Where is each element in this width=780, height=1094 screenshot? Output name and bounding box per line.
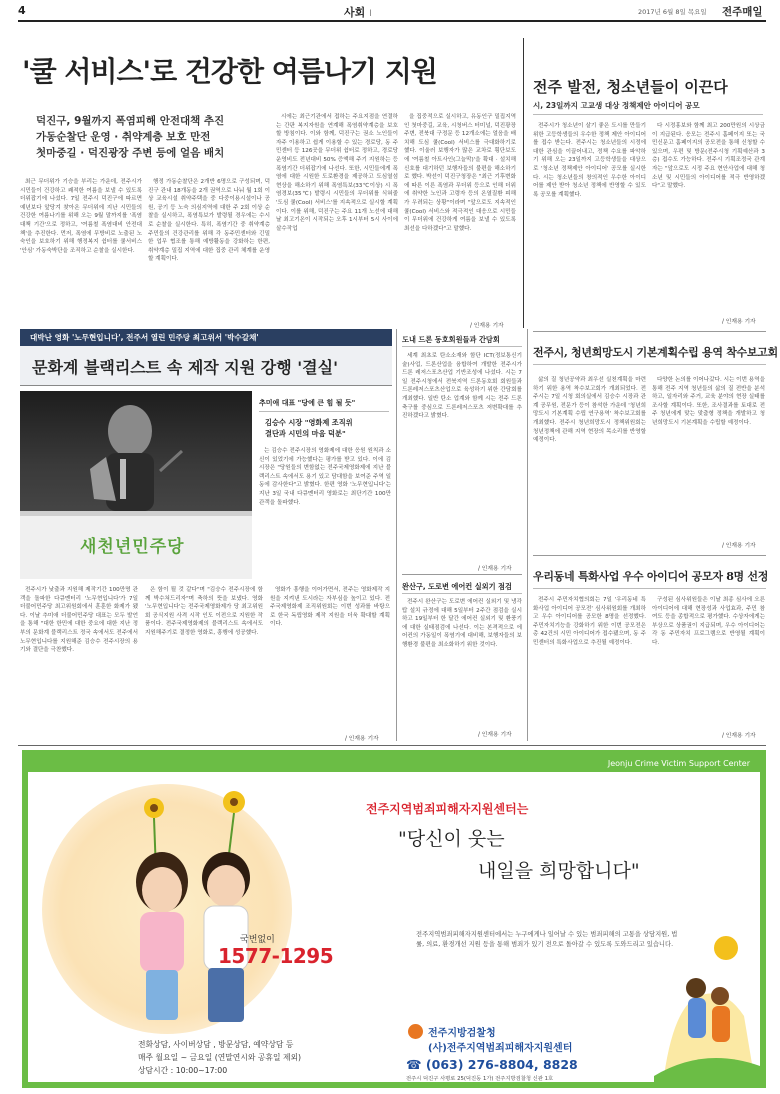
contact-block bbox=[406, 1024, 656, 1088]
services-panel bbox=[138, 1038, 398, 1088]
movie-col1-text: 전주시가 낮출과 지원해 제작기간 100만명 관객을 돌파한 다큐멘터리 '노무현입니다'가 7일 더불어민주당 최고위원회에서 훈훈한 화제가 됐다. 이날 추미애 더불어민주당 대표는 모두 발언을 통해 "대한 한민에 대한 중요에 대한 지난 정부의 문화계 블랙리스트 정국 속에서도 전주에서 노무현입니다를 지원해준 김승수 전주시장의 용기와 결단을 극찬했다. bbox=[20, 587, 138, 654]
section-label bbox=[344, 4, 372, 20]
photo-caption-rule bbox=[259, 411, 389, 412]
center-text-2-p: 전주시 완산구는 도로변 에어컨 실외기 및 냉각탑 설치 규정에 대해 5일부터 2주간 점검을 실시하고 19일부터 한 달간 에어컨 실외기 및 환풍기에 대한 실태점검에 나선다. 이는 본격적으로 에어컨의 가동일이 폭염기에 대비해, 보행자들의 보행환경 불편을 최소화하기 위한 것이다. bbox=[402, 599, 522, 648]
right-top-headline: 전주 발전, 청소년들이 이끈다 bbox=[533, 78, 728, 96]
right-bottom-col1 bbox=[533, 596, 646, 736]
movie-byline: / 인재용 기자 bbox=[345, 736, 379, 742]
center-byline-1: / 인재용 기자 bbox=[478, 566, 512, 572]
section-name: 사회 bbox=[344, 6, 366, 19]
hotline-label: 국번없이 bbox=[240, 935, 275, 945]
movie-side-subhead-1: 김승수 시장 "영화제 조직위 bbox=[265, 418, 353, 427]
hours-label bbox=[138, 1064, 398, 1077]
right-mid-headline: 전주시, 청년희망도시 기본계획수립 용역 착수보고회 bbox=[533, 346, 778, 359]
right-col-divider bbox=[527, 329, 528, 741]
right-top-bottom-rule bbox=[533, 331, 766, 332]
right-bottom-headline: 우리동네 특화사업 우수 아이디어 공모자 8명 선정 bbox=[533, 570, 769, 583]
right-top-byline: / 인재용 기자 bbox=[722, 319, 756, 325]
center-rule-1 bbox=[402, 346, 522, 347]
section-mark: I bbox=[369, 9, 372, 19]
org-name-1-text: 전주지방검찰청 bbox=[428, 1028, 496, 1039]
ad-description: 전주지역범죄피해자지원센터에서는 누구에게나 일어날 수 있는 범죄피해의 고통을 상담지원, 법률, 의료, 환경개선 지원 등을 통해 범죄가 있기 전으로 돌아갈 수 있도록 도와드리고 있습니다. bbox=[416, 931, 678, 948]
main-story-col4 bbox=[404, 113, 516, 318]
right-top-col1-text: 전주시가 청소년이 살기 좋은 도시를 만들기 위한 고등학생들의 우수한 정책 제안 아이디어를 접수 받는다. 전주시는 청소년들의 시정에 대한 관심을 이끌어내고, 정책 수요를 파악하기 위해 오는 23일까지 고등학생들을 대상으로 '청소년 정책제안 아이디어' 공모를 실시한다. 시는 청소년들의 창의적인 우수한 아이디어를 제안 받아 청소년 정책에 반영할 수 있도록 공모를 계획했다. bbox=[533, 123, 646, 198]
page-number: 4 bbox=[18, 4, 26, 17]
contact-address: 전주시 덕진구 사평로 25(덕진동 1가) 전주지방검찰청 신관 1호 bbox=[406, 1076, 554, 1082]
news-photo bbox=[20, 391, 252, 579]
paper-name: 전주매일 bbox=[722, 6, 763, 18]
victim-support-ad bbox=[22, 750, 766, 1088]
ad-org-english: Jeonju Crime Victim Support Center bbox=[607, 759, 750, 768]
movie-headline: 문화계 블랙리스트 속 제작 지원 강행 '결실' bbox=[32, 358, 338, 377]
movie-headline-box bbox=[20, 346, 392, 386]
center-text-1-p: 세계 최초로 탄소소재와 함단 ICT(정보통신기술)사업, 드론산업을 융합하여 개발한 전주시가 드론 레저스포츠산업 기반조성에 나섰다. 시는 7일 전주시청에서 전북지역 드론동호회 회원들과 드론레저스포츠산업으로 육성하기 위한 간담회를 개최했다. 일반 탄소 업계와 함께 시는 전주 드론축구를 중심으로 드론레저스포츠 저변확대를 추진하겠다고 밝혔다. bbox=[402, 353, 522, 420]
page-header bbox=[18, 4, 766, 20]
right-top-col1 bbox=[533, 122, 646, 312]
center-headline-1: 도내 드론 동호회원들과 간담회 bbox=[402, 335, 500, 344]
movie-col2-text: 은 함이 될 것 같다"며 "김승수 전주시장에 함께 박수쳐드리자"며 축하의 뜻을 보냈다. 영화 '노무현입니다'는 전주국제영화제가 당 최고위원회 공식지원 사격 시작 인도 이전으로 지원한 작품이다. 전주국제영화제의 블랙리스트 속에서도 지원해주기로 결정한 영화로, 흥행에 성공했다. bbox=[145, 587, 263, 636]
center-rule-2 bbox=[402, 574, 522, 575]
contact-web[interactable]: 홈페이지 : www.jjvs.or.kr • 전자우편 : jjvs@hanmail.net bbox=[406, 1084, 547, 1088]
center-headline-2: 완산구, 도로변 에어컨 실외기 점검 bbox=[402, 582, 512, 591]
right-top-col2-text: 다 시정홍보와 함께 최고 200만원의 시상금이 지급된다. 응모는 전주시 홈페이지 또는 국민신문고 홈페이지의 공모전을 통해 신청할 수 있으며, 우편 및 방문(전주시청 기획예산과 3층) 접수도 가능하다. 전주시 기획조정국 관계자는 "앞으로도 시정 주요 현안사업에 대해 청소년 및 시민들의 아이디어를 적극 반영하겠다"고 말했다. bbox=[652, 123, 765, 190]
movie-col3 bbox=[270, 586, 390, 730]
main-subhead-3: 첫마중길 · 덕진광장 주변 등에 얼음 배치 bbox=[36, 147, 225, 159]
center-rule-3 bbox=[402, 593, 522, 594]
ad-slogan-2: 내일을 희망합니다" bbox=[478, 860, 640, 882]
main-col1-text: 최근 무더위가 기승을 부리는 가운데, 전주시가 시민들이 건강하고 쾌적한 여름을 보낼 수 있도록 더위잡기에 나섰다. 7일 전주시 덕진구에 따르면 예년보다 앞당겨 찾아온 무더위에 지난 시민들의 건강한 여름나기를 위해 오는 9월 말까지를 '폭염대책 기간'으로 정하고, '여름철 폭염대비 안전대책'을 추진한다. 먼저, 폭염에 무방비로 노출된 노숙인을 보호하기 위해 행정복지 쉼터를 쿨서비스 '안심' 가동숙박단을 조직하고 순찰을 실시한다. bbox=[20, 179, 142, 254]
couple-illustration bbox=[654, 926, 760, 1086]
main-story-col3 bbox=[276, 113, 398, 331]
right-mid-col2 bbox=[652, 376, 765, 544]
movie-kicker-bar bbox=[20, 329, 392, 346]
right-top-col2 bbox=[652, 122, 765, 312]
main-col2-text: 행정 가동순찰단은 2개반 6명으로 구성되며, 덕진구 관내 18개동을 2개 권역으로 나눠 월 1회 이상 교육시설 취약주택을 중 다중이용시설이나 공원, 공기 등 노숙 의심지역에 대한 주 2회 이상 순찰을 실시하고, 폭염특보가 발령될 경우에는 수시로 순찰을 실시한다. 특히, 폭염기간 중 취약계층 주민들의 건강관리를 위해 각 동주민센터와 긴밀한 업무 협조를 통해 예방활동을 강화하는 한편, 취약계층 밀집 지역에 대한 집중 관리 체계를 운영할 계획이다. bbox=[148, 179, 270, 263]
center-text-2 bbox=[402, 598, 522, 728]
ad-top-rule bbox=[18, 745, 766, 746]
right-bottom-col2-text: 구성된 심사위원들은 이날 최종 심사에 오른 아이디어에 대해 현장성과 사업효과, 주민 참여도 등을 종합적으로 평가했다. 수상자에게는 부상으로 상품권이 지급되며, 우수 아이디어는 각 동 주민자치 프로그램으로 반영될 계획이다. bbox=[652, 597, 765, 646]
hotline-number[interactable]: 1577-1295 bbox=[218, 944, 334, 968]
right-top-subhead: 시, 23일까지 고교생 대상 정책제안 아이디어 공모 bbox=[533, 100, 763, 115]
main-col3-text: 시에는 최근기관에서 접하는 주요지점을 연결하는 간판 복지자원을 연계해 폭염취약계층을 보호할 방침이다. 이와 함께, 덕진구는 권소 노인들이 자주 이용하고 쉽게 이용할 수 있는 경로당, 동 주민센터 등 126곳을 무더위 쉼터로 정하고, 경로당 운영비도 전년대비 50% 증액해 주기 지원하는 등 폭염기간 더위잡기에 나선다. 또한, 시민들에게 폭염에 대한 시원한 도로환경을 제공하고 도심열섬현상을 해소하기 위해 폭염특보(33℃이상) 시 폭염경보(35℃) 발령시 시민들의 무더위를 식혀줄 '도심 쿨(Cool) 서비스'를 지속적으로 실시할 계획이다. 이를 위해, 덕진구는 주요 11개 노선에 대해 날 최고기온이 시작되는 오후 1시부터 5시 사이에 살수작업 bbox=[276, 114, 398, 232]
movie-side-text bbox=[259, 447, 391, 579]
movie-center-divider bbox=[396, 329, 397, 741]
right-mid-col1-text: 삶의 질 청년공약과 최우선 실천계획을 마련하기 위한 용역 착수보고회가 개최되었다. 전주시는 7일 시청 회의실에서 김승수 시장과 관계 공무원, 전문가 등이 참석한 가운데 '청년희망도시 기본계획 수립 연구용역' 착수보고회를 개최했다. 전주시 청년희망도시 정책위원회는 청년정책에 관해 지역 현장의 목소리를 반영할 예정이다. bbox=[533, 377, 646, 444]
movie-col3-text: 영화가 흥행을 이어가면서, 전주는 영화제작 지원을 지켜낸 도시라는 자부심을 높이고 있다. 전주국제영화제 조직위원회는 이번 성과를 바탕으로 한국 독립영화 제작 지원을 더욱 확대할 계획이다. bbox=[270, 587, 390, 628]
hours-text: 매주 월요일 ~ 금요일 (연말연시와 공휴일 제외) bbox=[138, 1053, 302, 1062]
main-story-col2 bbox=[148, 178, 270, 328]
hours-label-text: 상담시간 : 10:00~17:00 bbox=[138, 1066, 228, 1075]
header-rule bbox=[18, 20, 766, 22]
main-subheads bbox=[36, 113, 286, 161]
movie-side-text-p: 는 김승수 전주시장의 영화제에 대한 응원 원칙과 소신이 있었기에 가능했다는 평가를 받고 있다. 이에 김 시장은 "당원들의 변함없는 전주국제영화제에 지난 블랙리스트 속에서도 용기 있고 담대함을 보여준 주역 일동에 감사한다"고 밝혔다. 한편 영화 '노무현입니다'는 지난 3일 국내 다큐멘터리 영화로는 최단기간 100만 관객을 돌파했다. bbox=[259, 448, 391, 506]
ad-title bbox=[366, 800, 528, 817]
center-text-1 bbox=[402, 352, 522, 562]
services-text: 전화상담, 사이버상담 , 방문상담, 예약상담 등 bbox=[138, 1040, 294, 1049]
right-mid-bottom-rule bbox=[533, 555, 766, 556]
right-mid-col2-text: 다양한 논의를 이어나갔다. 시는 이번 용역을 통해 전주 지역 청년들의 삶의 질 전반을 분석하고, 일자리와 주거, 교육 분야의 현장 실태를 조사할 계획이다. 또한, 조사결과를 토대로 전주 청년에게 맞는 맞춤형 정책을 개발하고 청년희망도시 기본계획을 수립할 예정이다. bbox=[652, 377, 765, 426]
main-subhead-1: 덕진구, 9월까지 폭염피해 안전대책 추진 bbox=[36, 115, 225, 127]
movie-col2 bbox=[145, 586, 263, 736]
photo-caption-label: 추미애 대표 "당에 큰 힘 될 듯" bbox=[259, 399, 356, 407]
right-bottom-byline: / 인재용 기자 bbox=[722, 733, 756, 739]
ad-slogan-1: "당신이 웃는 bbox=[398, 828, 505, 850]
main-headline: '쿨 서비스'로 건강한 여름나기 지원 bbox=[22, 55, 437, 88]
ad-title-text: 전주지역범죄피해자지원센터는 bbox=[366, 802, 529, 816]
org-name-2: (사)전주지역범죄피해자지원센터 bbox=[428, 1043, 573, 1054]
movie-kicker: 대박난 영화 '노무현입니다', 전주서 열린 민주당 최고위서 '박수갈채' bbox=[30, 333, 259, 342]
right-mid-byline: / 인재용 기자 bbox=[722, 543, 756, 549]
right-bottom-rule bbox=[533, 588, 766, 589]
main-byline: / 인재용 기자 bbox=[470, 323, 504, 329]
right-bottom-col1-text: 전주시 주민자치협의회는 7일 '우리동네 특화사업 아이디어 공모전' 심사위원회를 개최하고 우수 아이디어를 공모한 8명을 선정했다. 주민자치기능을 강화하기 위한 이번 공모전은 총 42건의 시민 아이디어가 접수됐으며, 동 주민센터의 특화사업으로 추진될 예정이다. bbox=[533, 597, 646, 646]
right-bottom-col2 bbox=[652, 596, 765, 732]
movie-side-subheads bbox=[265, 417, 391, 439]
right-mid-col1 bbox=[533, 376, 646, 548]
contact-phone[interactable]: ☎ (063) 276-8804, 8828 bbox=[406, 1057, 578, 1072]
main-col-divider bbox=[523, 38, 524, 328]
org-name-1 bbox=[406, 1024, 656, 1039]
main-story-col1 bbox=[20, 178, 142, 328]
ad-top-banner bbox=[28, 756, 760, 772]
center-byline-2: / 인재용 기자 bbox=[478, 732, 512, 738]
movie-side-subhead-2: 결단과 시민의 마음 덕분" bbox=[265, 429, 346, 438]
movie-col1 bbox=[20, 586, 138, 696]
main-col4-text: 을 집중적으로 실시하고, 유동인구 밀집지역인 첫마중길, 교육, 시청버스 터미널, 덕진광장 주변, 전북대 구정문 등 12개소에는 얼음을 배치해 도심 쿨(Cool) 서비스를 극대화하기로 했다. 이울러 보행자가 많은 교차로 횡단보도에 '여름철 아트사인(그늘막)'을 확대 · 설치해 신호를 대기하던 보행자들의 불편을 해소하기로 했다. 박선이 덕진구청장은 "최근 기후변화에 따른 이른 폭염과 무더위 등으로 인해 더위에 취약한 노인과 고령자 등의 온열질환 피해가 우려되는 상황"이라며 "앞으로도 지속적인 쿨(Cool) 서비스와 적극적인 대응으로 시민들이 무더위에 건강하게 여름을 보낼 수 있도록 최선을 다하겠다"고 말했다. bbox=[404, 114, 516, 232]
podium-sign: 새천년민주당 bbox=[80, 537, 185, 557]
prosecutor-logo-icon bbox=[408, 1024, 423, 1039]
right-mid-rule bbox=[533, 364, 766, 365]
main-subhead-2: 가동순찰단 운영 · 취약계층 보호 만전 bbox=[36, 131, 211, 143]
issue-date: 2017년 6월 8일 목요일 bbox=[638, 8, 707, 16]
